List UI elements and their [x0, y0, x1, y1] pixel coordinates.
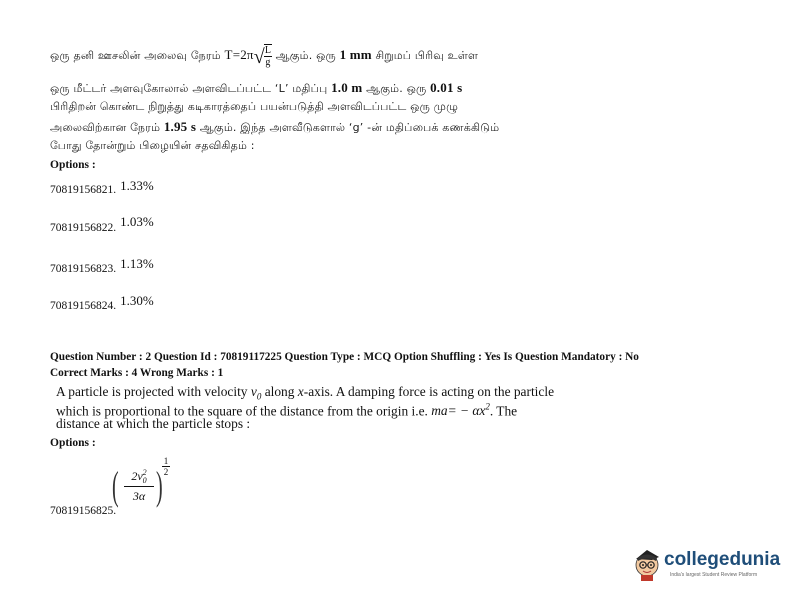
option-denominator: 3α [132, 489, 146, 504]
q1-line1-end: சிறுமப் பிரிவு உள்ள [375, 48, 479, 62]
q2-text-b: along [264, 384, 295, 399]
q1-line1-value: 1 mm [339, 46, 372, 62]
q1-line-4 [50, 119, 499, 136]
equation-text: ma= − αx [431, 403, 486, 419]
equation-exponent: 2 [485, 402, 490, 412]
q2-text-a: A particle is projected with velocity [56, 384, 248, 399]
collegedunia-logo [632, 545, 781, 585]
option-value: 1.30% [120, 293, 154, 308]
q1-line2-value: 1.0 m [331, 80, 363, 95]
q1-option-4[interactable] [50, 293, 154, 314]
v-letter: v [250, 384, 257, 399]
option-id: 70819156824. [50, 300, 117, 312]
q1-line1-text: ஒரு தனி ஊசலின் அலைவு நேரம் [50, 48, 221, 62]
formula-numerator: L [264, 45, 272, 56]
q1-line1-post: ஆகும். ஒரு [275, 48, 336, 62]
q1-line4-c: ஆகும். இந்த அளவீடுகளால் ‘g’ -ன் மதிப்பைக் கணக்கிடும் [199, 121, 500, 134]
numerator-scripts [143, 469, 147, 485]
q2-header-line-2: Correct Marks : 4 Wrong Marks : 1 [50, 367, 224, 379]
velocity-symbol [250, 384, 262, 402]
period-formula [224, 45, 276, 68]
q1-line4-a: அலைவிற்கான நேரம் [50, 121, 161, 134]
option-id: 70819156822. [50, 222, 117, 234]
numerator-sup: 2 [142, 468, 147, 478]
q2-option-1-id[interactable]: 70819156825. [50, 505, 117, 517]
logo-wordmark: collegedunia [664, 549, 781, 570]
option-exponent [162, 456, 170, 477]
sqrt-icon: √ [253, 45, 265, 68]
left-paren-icon: ( [112, 463, 119, 508]
q2-text-d: which is proportional to the square of the distance from the origin i.e. [56, 403, 428, 419]
formula-2pi: =2π [232, 46, 254, 62]
right-paren-icon: ) [156, 463, 163, 508]
formula-fraction [264, 44, 272, 68]
q1-option-1[interactable] [50, 180, 154, 198]
option-id: 70819156823. [50, 263, 117, 275]
q1-line4-value: 1.95 s [163, 119, 197, 134]
logo-tagline: India's largest Student Review Platform [670, 572, 758, 578]
x-symbol: x [297, 384, 304, 399]
option-value: 1.13% [120, 256, 154, 271]
q1-line-3: பிரிதிறன் கொண்ட நிறுத்து கடிகாரத்தைப் பயன்படுத்தி அளவிடப்பட்ட ஒரு முழு [50, 100, 459, 113]
q1-line2-value2: 0.01 s [430, 80, 463, 95]
q2-text-c: -axis. A damping force is acting on the particle [303, 384, 555, 399]
q1-option-3[interactable] [50, 256, 154, 277]
option-value: 1.03% [120, 214, 154, 229]
q2-header-line-1: Question Number : 2 Question Id : 70819117225 Question Type : MCQ Option Shuffling : Yes Is Question Mandatory : No [50, 351, 639, 363]
mascot-icon [632, 547, 662, 581]
q2-text-line-3: distance at which the particle stops : [56, 416, 251, 431]
option-value: 1.33% [120, 178, 154, 193]
formula-denominator: g [265, 57, 271, 68]
exponent-denominator: 2 [163, 467, 169, 477]
option-fraction [124, 469, 154, 504]
q1-line2-c: ஆகும். ஒரு [366, 82, 427, 95]
numerator-sub: 0 [142, 476, 147, 486]
q2-text-e: . The [489, 403, 518, 419]
exponent-numerator: 1 [163, 456, 169, 466]
q2-option-1-formula [112, 458, 172, 508]
q1-line-1 [50, 44, 478, 69]
numerator-text: 2v [131, 469, 143, 483]
q1-line-5: போது தோன்றும் பிழையின் சதவிகிதம் : [50, 139, 255, 152]
q1-line2-a: ஒரு மீட்டர் அளவுகோலால் அளவிடப்பட்ட ‘L’ மதிப்பு [50, 82, 328, 95]
q1-option-2[interactable] [50, 214, 154, 236]
v-subscript: 0 [256, 391, 262, 402]
option-id: 70819156821. [50, 184, 117, 196]
q1-line-2 [50, 80, 462, 97]
damping-equation [431, 403, 490, 418]
formula-t: T [224, 46, 233, 62]
q2-options-label: Options : [50, 437, 96, 449]
option-numerator [124, 469, 154, 487]
q1-options-label: Options : [50, 159, 96, 171]
